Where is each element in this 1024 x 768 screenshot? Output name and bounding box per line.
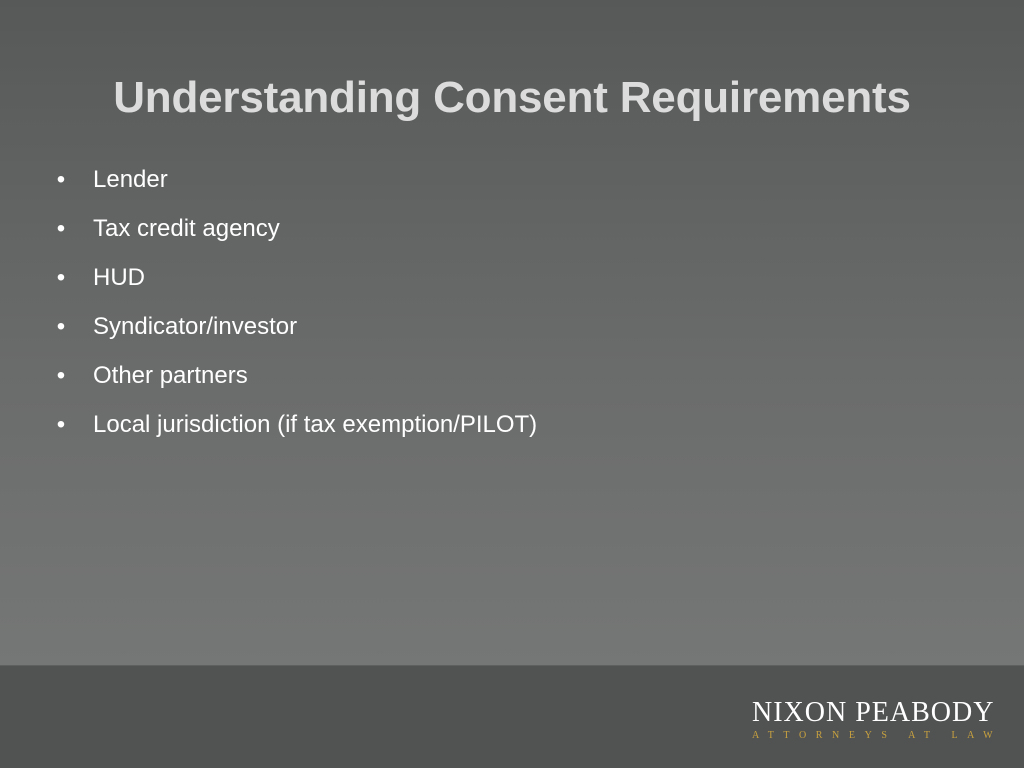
bullet-text: Tax credit agency bbox=[93, 215, 280, 242]
bullet-text: Local jurisdiction (if tax exemption/PILOT) bbox=[93, 411, 538, 438]
footer-bar bbox=[0, 665, 1024, 768]
bullet-text: HUD bbox=[93, 264, 145, 291]
bullet-icon: • bbox=[56, 411, 66, 438]
bullet-icon: • bbox=[56, 264, 66, 291]
bullet-icon: • bbox=[56, 362, 66, 389]
bullet-icon: • bbox=[56, 313, 66, 340]
bullet-icon: • bbox=[56, 166, 66, 193]
nixon-peabody-logo bbox=[752, 696, 1003, 743]
slide-title: Understanding Consent Requirements bbox=[113, 73, 911, 122]
bullet-text: Syndicator/investor bbox=[93, 313, 298, 340]
bullet-icon: • bbox=[56, 215, 66, 242]
logo-name: NIXON PEABODY bbox=[752, 697, 995, 728]
bullet-text: Lender bbox=[93, 166, 168, 193]
bullet-text: Other partners bbox=[93, 362, 248, 389]
logo-tagline: ATTORNEYS AT LAW bbox=[752, 730, 1003, 741]
